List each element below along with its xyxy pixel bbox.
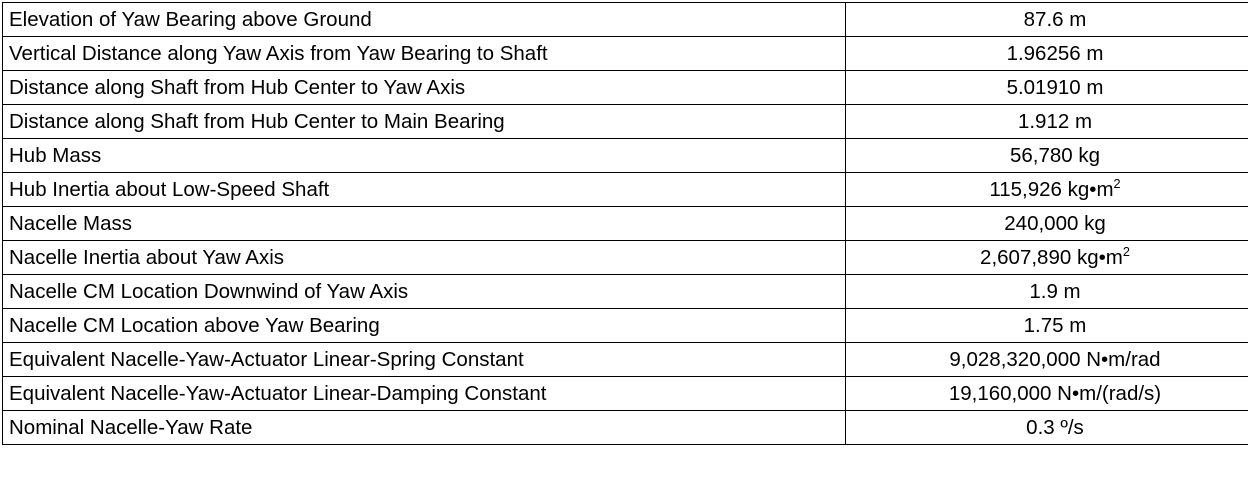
table-row xyxy=(3,309,1248,343)
parameter-label-cell: Vertical Distance along Yaw Axis from Yaw Bearing to Shaft xyxy=(3,37,846,71)
parameter-value-cell xyxy=(846,3,1248,37)
parameter-label-cell: Nominal Nacelle-Yaw Rate xyxy=(3,411,846,445)
parameter-value-cell xyxy=(846,71,1248,105)
parameter-label-cell: Nacelle CM Location above Yaw Bearing xyxy=(3,309,846,343)
parameter-label-cell: Hub Mass xyxy=(3,139,846,173)
parameter-label-cell: Nacelle Inertia about Yaw Axis xyxy=(3,241,846,275)
table-row xyxy=(3,105,1248,139)
parameter-value-text: 9,028,320,000 N•m/rad xyxy=(949,349,1160,371)
parameter-value-cell xyxy=(846,105,1248,139)
parameter-value-cell xyxy=(846,343,1248,377)
parameter-label-cell: Equivalent Nacelle-Yaw-Actuator Linear-Damping Constant xyxy=(3,377,846,411)
parameter-label-cell: Nacelle CM Location Downwind of Yaw Axis xyxy=(3,275,846,309)
parameter-value-text: 19,160,000 N•m/(rad/s) xyxy=(949,383,1161,405)
parameter-value-cell xyxy=(846,207,1248,241)
parameter-value-text: 1.96256 m xyxy=(1007,43,1104,65)
parameter-table xyxy=(2,2,1248,445)
parameter-label-cell: Equivalent Nacelle-Yaw-Actuator Linear-Spring Constant xyxy=(3,343,846,377)
parameter-value-cell xyxy=(846,411,1248,445)
table-row xyxy=(3,71,1248,105)
parameter-value-text: 115,926 kg•m xyxy=(989,179,1113,201)
parameter-value-text: 240,000 kg xyxy=(1004,213,1105,235)
parameter-value-exponent: 2 xyxy=(1123,244,1130,259)
parameter-label-cell: Distance along Shaft from Hub Center to Main Bearing xyxy=(3,105,846,139)
table-row xyxy=(3,173,1248,207)
table-row xyxy=(3,3,1248,37)
table-row xyxy=(3,343,1248,377)
table-row xyxy=(3,241,1248,275)
parameter-value-text: 56,780 kg xyxy=(1010,145,1100,167)
parameter-label-cell: Nacelle Mass xyxy=(3,207,846,241)
parameter-value-text: 1.9 m xyxy=(1029,281,1080,303)
parameter-value-cell xyxy=(846,241,1248,275)
parameter-value-cell xyxy=(846,139,1248,173)
parameter-value-cell xyxy=(846,309,1248,343)
table-row xyxy=(3,139,1248,173)
parameter-value-text: 1.75 m xyxy=(1024,315,1087,337)
parameter-value-text: 0.3 º/s xyxy=(1026,417,1084,439)
parameter-value-text: 5.01910 m xyxy=(1007,77,1104,99)
parameter-value-text: 2,607,890 kg•m xyxy=(980,247,1123,269)
parameter-label-cell: Elevation of Yaw Bearing above Ground xyxy=(3,3,846,37)
parameter-value-cell xyxy=(846,173,1248,207)
parameter-value-cell xyxy=(846,275,1248,309)
parameter-table-body xyxy=(3,3,1248,445)
parameter-label-cell: Hub Inertia about Low-Speed Shaft xyxy=(3,173,846,207)
table-row xyxy=(3,411,1248,445)
parameter-value-cell xyxy=(846,377,1248,411)
table-row xyxy=(3,37,1248,71)
table-row xyxy=(3,377,1248,411)
parameter-value-cell xyxy=(846,37,1248,71)
parameter-value-text: 1.912 m xyxy=(1018,111,1092,133)
parameter-table-sheet xyxy=(0,2,1248,485)
table-row xyxy=(3,207,1248,241)
table-row xyxy=(3,275,1248,309)
parameter-value-text: 87.6 m xyxy=(1024,9,1087,31)
parameter-label-cell: Distance along Shaft from Hub Center to Yaw Axis xyxy=(3,71,846,105)
parameter-value-exponent: 2 xyxy=(1114,176,1121,191)
